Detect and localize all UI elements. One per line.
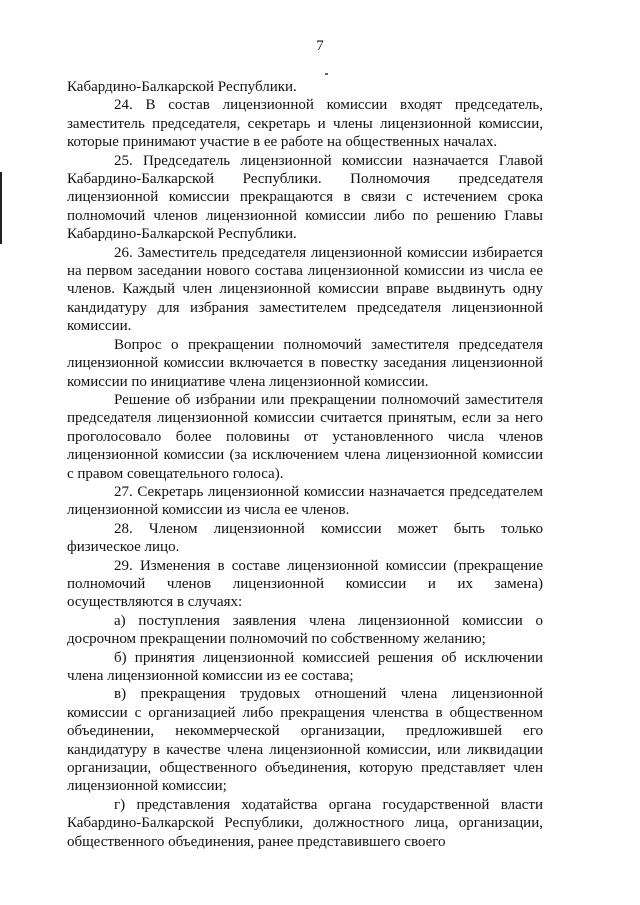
paragraph-continuation: Кабардино-Балкарской Республики. (67, 79, 297, 95)
paragraph-29-g: г) представления ходатайства органа государственной власти Кабардино-Балкарской Республики, должностного лица, организации, общественного объединения, ранее представившего своего (67, 796, 543, 850)
page-number: 7 (316, 38, 324, 54)
scan-margin-mark (0, 172, 2, 244)
document-body (67, 78, 543, 851)
paragraph-26: 26. Заместитель председателя лицензионной комиссии избирается на первом заседании нового состава лицензионной комиссии из числа ее членов. Каждый член лицензионной комиссии вправе выдвинуть одну кандидатуру для избрания заместителем председателя лицензионной комиссии. (67, 244, 543, 335)
paragraph-27: 27. Секретарь лицензионной комиссии назначается председателем лицензионной комиссии из числа ее членов. (67, 483, 543, 519)
paragraph-29-b: б) принятия лицензионной комиссией решения об исключении члена лицензионной комиссии из ее состава; (67, 649, 543, 684)
paragraph-29-a: а) поступления заявления члена лицензионной комиссии о досрочном прекращении полномочий по собственному желанию; (67, 612, 543, 648)
paragraph-29: 29. Изменения в составе лицензионной комиссии (прекращение полномочий членов лицензионной комиссии и их замена) осуществляются в случаях: (67, 557, 543, 611)
scan-speck (325, 73, 328, 75)
paragraph-29-v: в) прекращения трудовых отношений члена лицензионной комиссии с организацией либо прекращения членства в общественном объединении, некоммерческой организации, предложившей его кандидатуру в качестве члена лицензионной комиссии, или ликвидации организации, общественного объединения, которую представляет член лицензионной комиссии; (67, 686, 543, 795)
paragraph-26-decision: Решение об избрании или прекращении полномочий заместителя председателя лицензионной комиссии считается принятым, если за него проголосовало более половины от установленного числа членов лицензионной комиссии (за исключением члена лицензионной комиссии с правом совещательного голоса). (67, 391, 543, 482)
paragraph-25: 25. Председатель лицензионной комиссии назначается Главой Кабардино-Балкарской Республики. Полномочия председателя лицензионной комиссии прекращаются в связи с истечением срока полномочий членов лицензионной комиссии либо по решению Главы Кабардино-Балкарской Республики. (67, 152, 543, 243)
paragraph-28: 28. Членом лицензионной комиссии может быть только физическое лицо. (67, 520, 543, 556)
paragraph-24: 24. В состав лицензионной комиссии входят председатель, заместитель председателя, секретарь и члены лицензионной комиссии, которые принимают участие в ее работе на общественных началах. (67, 97, 543, 151)
paragraph-26-vice-chair-termination: Вопрос о прекращении полномочий заместителя председателя лицензионной комиссии включается в повестку заседания лицензионной комиссии по инициативе члена лицензионной комиссии. (67, 336, 543, 390)
